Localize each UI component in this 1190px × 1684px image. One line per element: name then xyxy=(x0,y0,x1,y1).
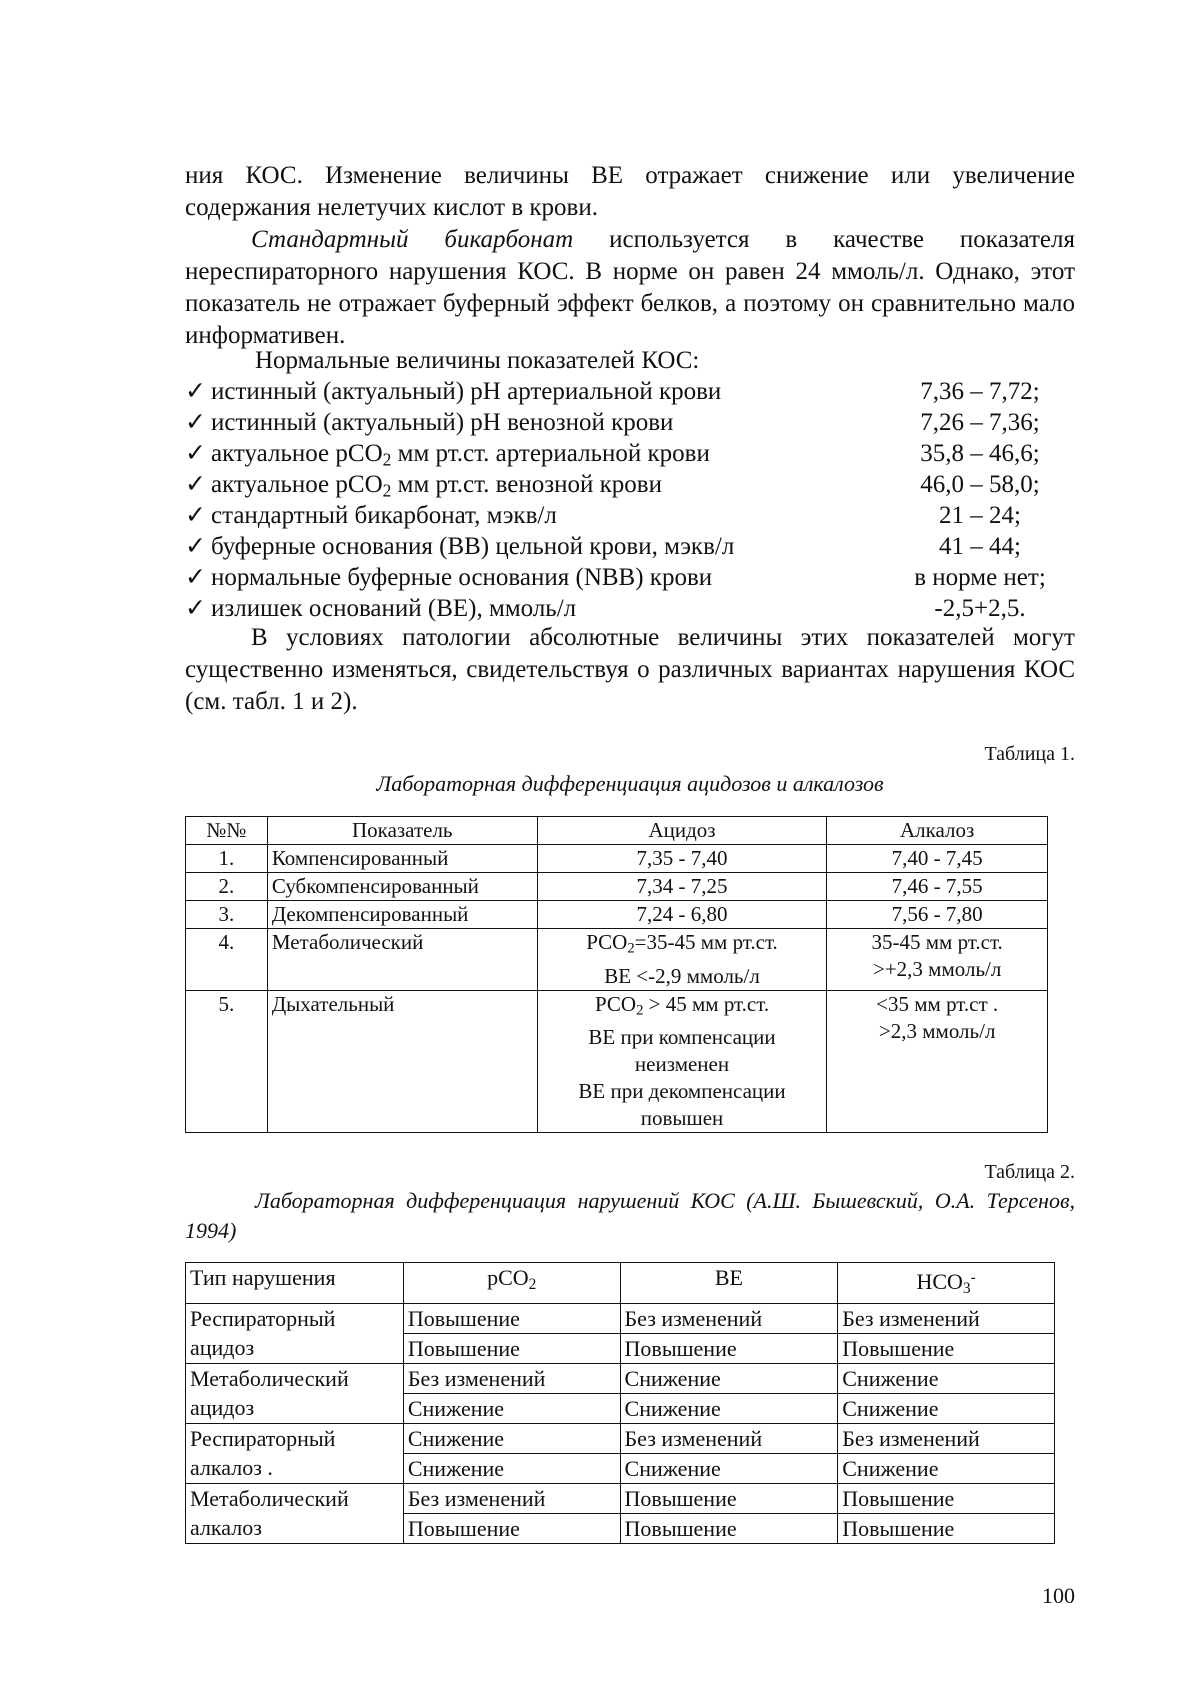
table-cell: Метаболический алкалоз xyxy=(186,1483,404,1543)
table2-title: Лабораторная дифференциация нарушений КОС (А.Ш. Бышевский, О.А. Терсенов, 1994) xyxy=(185,1188,1075,1243)
table-cell: Без изменений xyxy=(403,1363,620,1393)
list-item xyxy=(185,562,1075,593)
table-cell: 7,40 - 7,45 xyxy=(827,845,1048,873)
table-cell: Повышение xyxy=(403,1303,620,1333)
column-header: BE xyxy=(620,1263,838,1304)
table-cell: Повышение xyxy=(620,1483,838,1513)
table-cell: Компенсированный xyxy=(267,845,537,873)
table-cell: 7,46 - 7,55 xyxy=(827,873,1048,901)
table-cell: Повышение xyxy=(838,1513,1055,1543)
table2 xyxy=(185,1262,1055,1544)
table-cell: Без изменений xyxy=(403,1483,620,1513)
list-item xyxy=(185,376,1075,407)
table-cell: Снижение xyxy=(838,1453,1055,1483)
normal-value-label: актуальное рСО$_2$ мм рт.ст. артериальной крови xyxy=(211,440,710,470)
table-row xyxy=(186,845,1048,873)
table-cell: Снижение xyxy=(838,1363,1055,1393)
list-item xyxy=(185,531,1075,562)
table-cell: Повышение xyxy=(620,1513,838,1543)
table-cell: Метаболический xyxy=(267,929,537,991)
table-cell: 7,34 - 7,25 xyxy=(537,873,827,901)
normal-value-label: излишек оснований (BE), ммоль/л xyxy=(211,595,577,622)
normal-value-range: 46,0 – 58,0; xyxy=(920,471,1040,498)
table-cell: Субкомпенсированный xyxy=(267,873,537,901)
table-cell: Повышение xyxy=(403,1513,620,1543)
table-cell: Без изменений xyxy=(620,1303,838,1333)
list-item xyxy=(185,500,1075,531)
table-row xyxy=(186,1423,1055,1453)
table-cell: Снижение xyxy=(403,1423,620,1453)
column-header: рСО$_2$ xyxy=(403,1263,620,1304)
table-cell: Повышение xyxy=(838,1333,1055,1363)
table-row xyxy=(186,1363,1055,1393)
normal-value-label: актуальное рСО$_2$ мм рт.ст. венозной крови xyxy=(211,471,662,501)
table-cell: Снижение xyxy=(838,1393,1055,1423)
page-number: 100 xyxy=(1042,1583,1075,1608)
table1-number: Таблица 1. xyxy=(984,743,1075,765)
column-header: Алкалоз xyxy=(827,817,1048,845)
checkmark-icon: ✓ xyxy=(185,533,206,560)
table-cell: 35-45 мм рт.ст. >+2,3 ммоль/л xyxy=(827,929,1048,991)
checkmark-icon: ✓ xyxy=(185,440,206,467)
table-cell: Метаболический ацидоз xyxy=(186,1363,404,1423)
table-row xyxy=(186,929,1048,991)
paragraph-continuation xyxy=(185,160,1075,352)
normal-value-label: истинный (актуальный) рН артериальной крови xyxy=(211,378,722,405)
paragraph-standard-bicarbonate xyxy=(185,224,1075,352)
normal-value-range: -2,5+2,5. xyxy=(934,595,1026,622)
table1-title: Лабораторная дифференциация ацидозов и алкалозов xyxy=(376,771,884,796)
table-cell: Повышение xyxy=(403,1333,620,1363)
checkmark-icon: ✓ xyxy=(185,502,206,529)
table-cell: Респираторный ацидоз xyxy=(186,1303,404,1363)
list-item xyxy=(185,469,1075,500)
normal-value-range: в норме нет; xyxy=(914,564,1046,591)
table-cell: Снижение xyxy=(620,1393,838,1423)
table-cell: 4. xyxy=(186,929,268,991)
normals-intro: Нормальные величины показателей КОС: xyxy=(255,347,700,374)
normal-value-range: 21 – 24; xyxy=(939,502,1021,529)
table-cell: Без изменений xyxy=(620,1423,838,1453)
normal-value-range: 7,36 – 7,72; xyxy=(920,378,1040,405)
list-item xyxy=(185,438,1075,469)
table-cell: $РСО_2 > 45$ мм рт.ст. BE при компенсации неизменен BE при декомпенсации повышен xyxy=(537,990,827,1133)
list-item xyxy=(185,407,1075,438)
standard-bicarbonate-text: используется в качестве показателя нереспираторного нарушения КОС. В норме он равен 24 ммоль/л. Однако, этот показатель не отражает буферный эффект белков, а поэтому он сравнительно мало информативен. xyxy=(185,226,1075,349)
table-cell: Повышение xyxy=(620,1333,838,1363)
table1 xyxy=(185,816,1048,1133)
table-cell: Декомпенсированный xyxy=(267,901,537,929)
table2-number: Таблица 2. xyxy=(984,1161,1075,1183)
normal-value-label: истинный (актуальный) рН венозной крови xyxy=(211,409,674,436)
table-cell: Снижение xyxy=(403,1393,620,1423)
table-cell: 5. xyxy=(186,990,268,1133)
checkmark-icon: ✓ xyxy=(185,564,206,591)
table-cell: Респираторный алкалоз . xyxy=(186,1423,404,1483)
column-header: №№ xyxy=(186,817,268,845)
normal-values-list xyxy=(185,376,1075,624)
table-row xyxy=(186,990,1048,1133)
table-cell: Без изменений xyxy=(838,1423,1055,1453)
normal-value-label: буферные основания (ВВ) цельной крови, мэкв/л xyxy=(211,533,735,560)
checkmark-icon: ✓ xyxy=(185,471,206,498)
paragraph-continuation-text: ния КОС. Изменение величины BE отражает снижение или увеличение содержания нелетучих кислот в крови. xyxy=(185,162,1075,221)
table-row xyxy=(186,1483,1055,1513)
table-cell: Без изменений xyxy=(838,1303,1055,1333)
checkmark-icon: ✓ xyxy=(185,409,206,436)
normal-value-range: 41 – 44; xyxy=(939,533,1021,560)
table-cell: Снижение xyxy=(403,1453,620,1483)
table-row xyxy=(186,901,1048,929)
paragraph-pathology: В условиях патологии абсолютные величины этих показателей могут существенно изменяться, свидетельствуя о различных вариантах нарушения КОС (см. табл. 1 и 2). xyxy=(185,624,1075,715)
column-header: $НСО_3^-$ xyxy=(838,1263,1055,1304)
checkmark-icon: ✓ xyxy=(185,378,206,405)
normal-value-range: 35,8 – 46,6; xyxy=(920,440,1040,467)
column-header: Показатель xyxy=(267,817,537,845)
table-cell: 3. xyxy=(186,901,268,929)
list-item xyxy=(185,593,1075,624)
column-header: Тип нарушения xyxy=(186,1263,404,1304)
table-cell: 7,56 - 7,80 xyxy=(827,901,1048,929)
table-row xyxy=(186,873,1048,901)
checkmark-icon: ✓ xyxy=(185,595,206,622)
table-cell: 7,24 - 6,80 xyxy=(537,901,827,929)
term-standard-bicarbonate: Стандартный бикарбонат xyxy=(251,226,574,253)
table-cell: 7,35 - 7,40 xyxy=(537,845,827,873)
normal-value-range: 7,26 – 7,36; xyxy=(920,409,1040,436)
table-cell: Снижение xyxy=(620,1363,838,1393)
table-cell: 1. xyxy=(186,845,268,873)
table-cell: 2. xyxy=(186,873,268,901)
table-row xyxy=(186,1303,1055,1333)
normal-value-label: нормальные буферные основания (NBB) крови xyxy=(211,564,713,591)
table-cell: <35 мм рт.ст . >2,3 ммоль/л xyxy=(827,990,1048,1133)
normal-value-label: стандартный бикарбонат, мэкв/л xyxy=(211,502,557,529)
column-header: Ацидоз xyxy=(537,817,827,845)
table-header-row xyxy=(186,817,1048,845)
table-header-row xyxy=(186,1263,1055,1304)
table-cell: Повышение xyxy=(838,1483,1055,1513)
table-cell: $РСО_2=35-45$ мм рт.ст. BE <-2,9 ммоль/л xyxy=(537,929,827,991)
table-cell: Дыхательный xyxy=(267,990,537,1133)
table-cell: Снижение xyxy=(620,1453,838,1483)
